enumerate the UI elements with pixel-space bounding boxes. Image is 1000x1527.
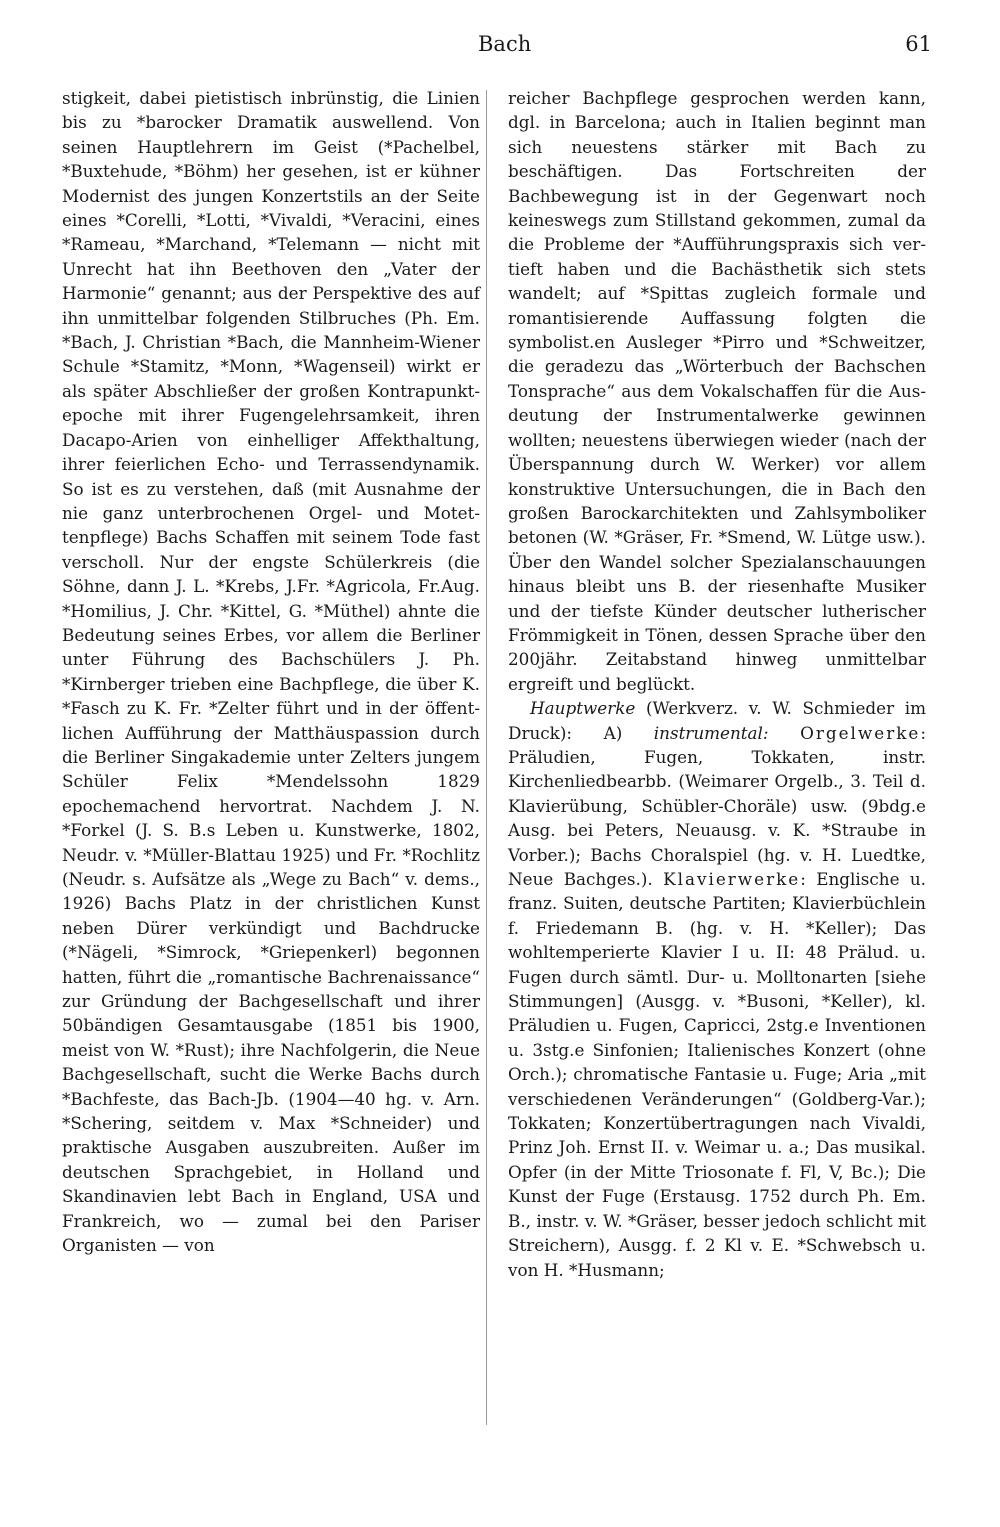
running-head <box>0 32 1000 62</box>
hauptwerke-label: Hauptwerke <box>530 698 636 719</box>
column-divider <box>486 90 487 1425</box>
works-text-c: : Präludien, Fugen, Tokkaten, instr. Kirchenliedbearbb. (Weimarer Orgelb., 3. Teil d. Klavierübung, Schübler-Choräle) usw. (9bdg.e Ausg. bei Peters, Neuausg. v. K. *Straube in Vorber.); Bachs Choralspiel (hg. v. H. Luedtke, Neue Bachges.). <box>508 722 926 889</box>
orgelwerke-label: Orgelwerke <box>800 722 921 743</box>
page-number: 61 <box>905 32 932 56</box>
works-text-b <box>769 723 801 743</box>
works-text-a: (Werkverz. v. W. Schmieder im Druck): A) <box>508 698 926 743</box>
right-column <box>508 86 926 1282</box>
running-title: Bach <box>478 32 532 56</box>
left-column <box>62 86 480 1258</box>
left-column-text: stigkeit, dabei pietistisch inbrünstig, die Linien bis zu *barocker Dramatik auswellend. Von seinen Hauptlehrern im Geist (*Pachelbel, *Buxtehude, *Böhm) her gesehen, ist er kühner Modernist des jungen Konzertstils an der Seite eines *Corelli, *Lotti, *Vivaldi, *Veracini, eines *Rameau, *Marchand, *Telemann — nicht mit Unrecht hat ihn Beethoven den „Vater der Harmonie“ genannt; aus der Perspektive des auf ihn unmittelbar folgenden Stilbruches (Ph. Em. *Bach, J. Christian *Bach, die Mannheim-Wiener Schule *Stamitz, *Monn, *Wagenseil) wirkt er als später Abschließer der großen Kontrapunktepoche mit ihrer Fugengelehrsamkeit, ihren Dacapo-Arien von einhelliger Affekthaltung, ihrer feierlichen Echo- und Terrassendynamik. So ist es zu verstehen, daß (mit Ausnahme der nie ganz unterbrochenen Orgel- und Motettenpflege) Bachs Schaffen mit seinem Tode fast verscholl. Nur der engste Schülerkreis (die Söhne, dann J. L. *Krebs, J.Fr. *Agricola, Fr.Aug. *Homilius, J. Chr. *Kittel, G. *Müthel) ahnte die Bedeutung seines Erbes, vor allem die Berliner unter Führung des Bachschülers J. Ph. *Kirnberger trieben eine Bachpflege, die über K. *Fasch zu K. Fr. *Zelter führt und in der öffentlichen Aufführung der Matthäuspassion durch die Berliner Singakademie unter Zelters jungem Schüler Felix *Mendelssohn 1829 epochemachend hervortrat. Nachdem J. N. *Forkel (J. S. B.s Leben u. Kunstwerke, 1802, Neudr. v. *Müller-Blattau 1925) und Fr. *Rochlitz (Neudr. s. Aufsätze als „Wege zu Bach“ v. dems., 1926) Bachs Platz in der christlichen Kunst neben Dürer verkündigt und Bachdrucke (*Nägeli, *Simrock, *Griepenkerl) begonnen hatten, führt die „romantische Bachrenaissance“ zur Gründung der Bachgesellschaft und ihrer 50bändigen Gesamtausgabe (1851 bis 1900, meist von W. *Rust); ihre Nachfolgerin, die Neue Bachgesellschaft, sucht die Werke Bachs durch *Bachfeste, das Bach-Jb. (1904—40 hg. v. Arn. *Schering, seitdem v. Max *Schneider) und praktische Ausgaben auszubreiten. Außer im deutschen Sprachgebiet, in Holland und Skandinavien lebt Bach in England, USA und Frankreich, wo — zumal bei den Pariser Organisten — von <box>62 88 480 1256</box>
right-column-paragraph-1: reicher Bachpflege gesprochen werden kann, dgl. in Barcelona; auch in Italien beginnt man sich neuestens stärker mit Bach zu beschäftigen. Das Fortschreiten der Bachbewegung ist in der Gegenwart noch keineswegs zum Stillstand gekommen, zumal da die Probleme der *Aufführungspraxis sich vertieft haben und die Bachästhetik sich stets wandelt; auf *Spittas zugleich formale und romantisierende Auffassung folgten die symbolist.en Ausleger *Pirro und *Schweitzer, die geradezu das „Wörterbuch der Bachschen Tonsprache“ aus dem Vokalschaffen für die Ausdeutung der Instrumentalwerke gewinnen wollten; neuestens überwiegen wieder (nach der Überspannung durch W. Werker) vor allem konstruktive Untersuchungen, die in Bach den großen Barockarchitekten und Zahlsymboliker betonen (W. *Gräser, Fr. *Smend, W. Lütge usw.). Über den Wandel solcher Spezialanschauungen hinaus bleibt uns B. der riesenhafte Musiker und der tiefste Künder deutscher lutherischer Frömmigkeit in Tönen, dessen Sprache über den 200jähr. Zeitabstand hinweg unmittelbar ergreift und beglückt. <box>508 88 926 694</box>
klavierwerke-label: Klavierwerke <box>663 869 801 889</box>
right-column-paragraph-2 <box>508 696 926 1282</box>
instrumental-label: instrumental: <box>653 722 769 743</box>
works-text-d: : Englische u. franz. Suiten, deutsche Partiten; Klavierbüchlein f. Friedemann B. (hg. v. H. *Keller); Das wohltemperierte Klavier I u. II: 48 Prälud. u. Fugen durch sämtl. Dur- u. Molltonarten [siehe Stimmungen] (Ausgg. v. *Busoni, *Keller), kl. Präludien u. Fugen, Capricci, 2stg.e Inventionen u. 3stg.e Sinfonien; Italienisches Konzert (ohne Orch.); chromatische Fantasie u. Fuge; Aria „mit verschiedenen Veränderungen“ (Goldberg-Var.); Tokkaten; Konzertübertragungen nach Vivaldi, Prinz Joh. Ernst II. v. Weimar u. a.; Das musikal. Opfer (in der Mitte Triosonate f. Fl, V, Bc.); Die Kunst der Fuge (Erstausg. 1752 durch Ph. Em. B., instr. v. W. *Gräser, besser jedoch schlicht mit Streichern), Ausgg. f. 2 Kl v. E. *Schwebsch u. von H. *Husmann; <box>508 869 926 1280</box>
